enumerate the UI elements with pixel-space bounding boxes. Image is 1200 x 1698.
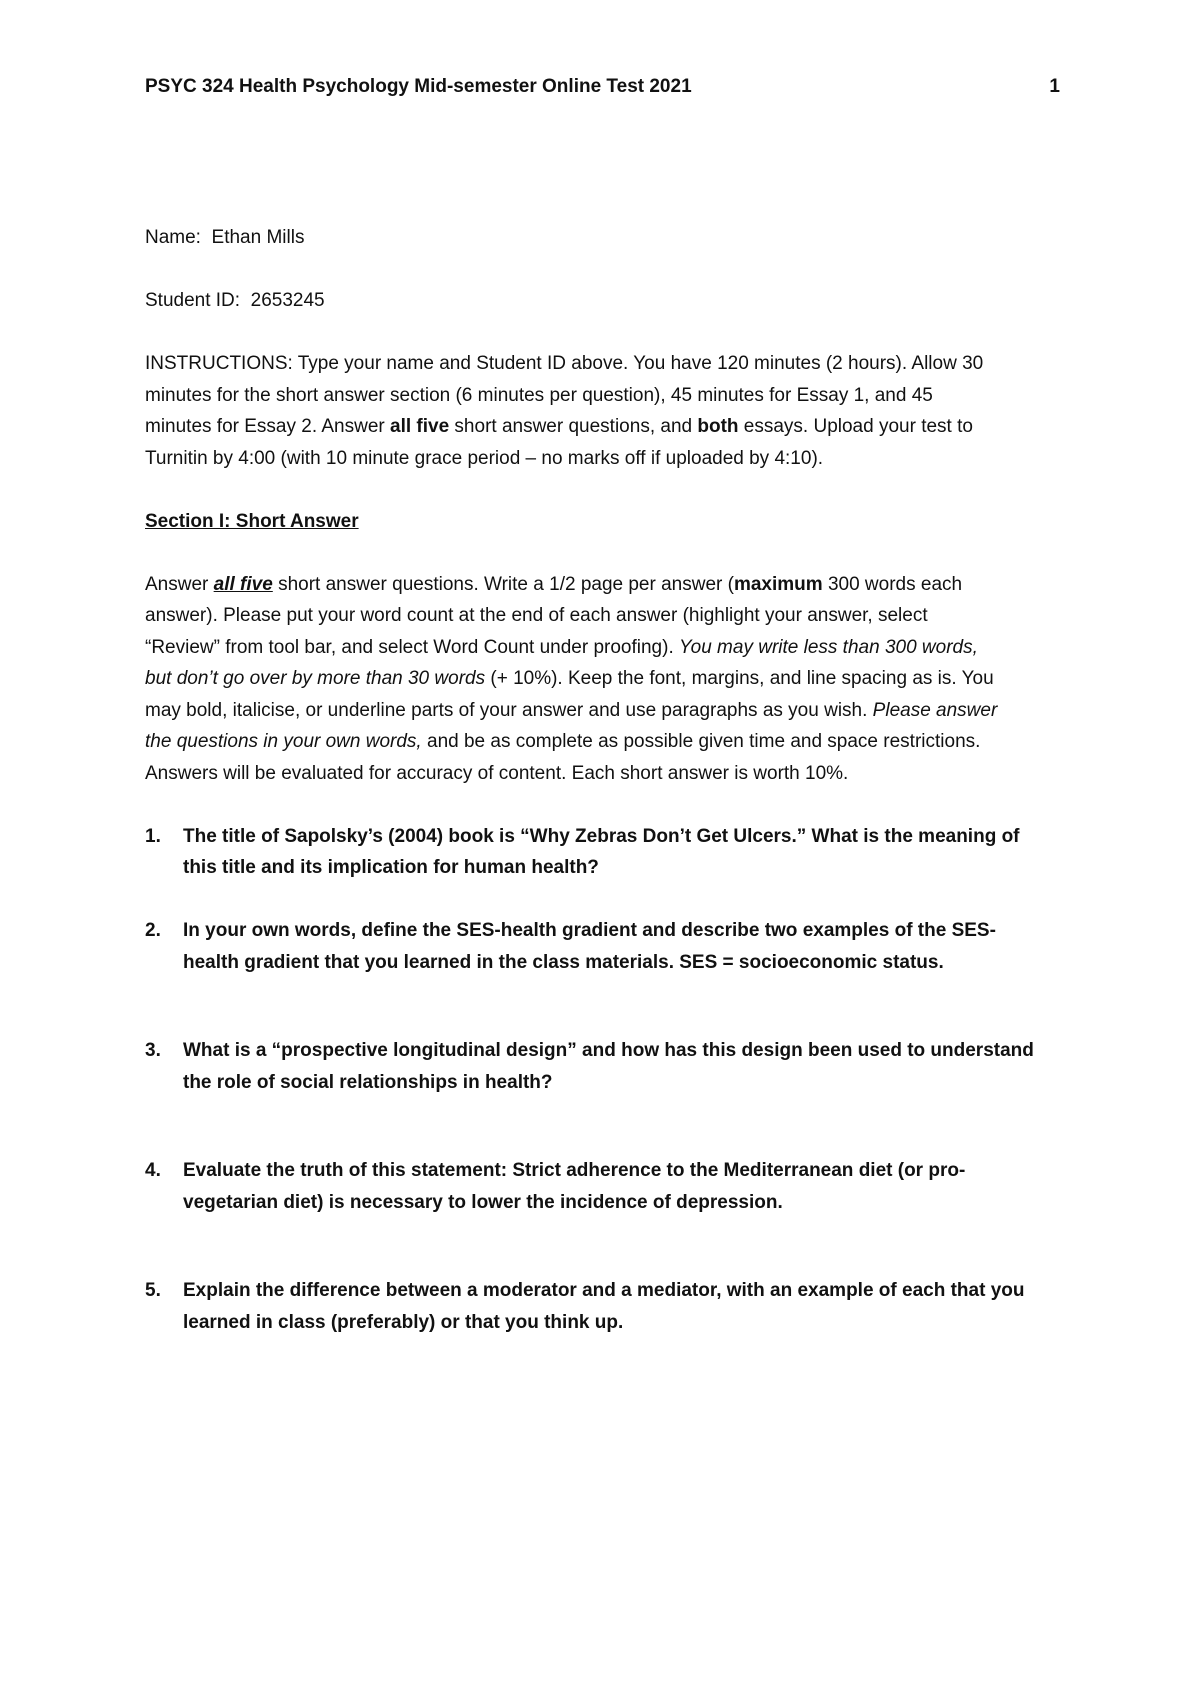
instructions-line-3c: short answer questions, and <box>449 416 698 437</box>
question-3 <box>145 1035 1060 1098</box>
instructions-paragraph <box>145 348 1060 474</box>
question-4 <box>145 1155 1060 1218</box>
instructions-all-five: all five <box>390 416 450 437</box>
para-line-3-italic: You may write less than 300 words, <box>679 636 978 658</box>
question-text-line-1: Explain the difference between a moderator and a mediator, with an example of each that you <box>183 1280 1025 1301</box>
instructions-line-1: INSTRUCTIONS: Type your name and Student ID above. You have 120 minutes (2 hours). Allow 30 <box>145 353 984 374</box>
question-text-line-2: learned in class (preferably) or that you think up. <box>183 1311 624 1333</box>
question-text-line-1: In your own words, define the SES-health gradient and describe two examples of the SES- <box>183 920 996 941</box>
question-text-line-1: The title of Sapolsky’s (2004) book is “Why Zebras Don’t Get Ulcers.” What is the meaning of <box>183 825 1020 847</box>
instructions-both: both <box>697 416 739 437</box>
question-number: 3. <box>145 1040 161 1061</box>
instructions-line-4: Turnitin by 4:00 (with 10 minute grace period – no marks off if uploaded by 4:10). <box>145 447 824 469</box>
question-text-line-1: What is a “prospective longitudinal design” and how has this design been used to understand <box>183 1040 1034 1061</box>
para-line-3: “Review” from tool bar, and select Word Count under proofing). <box>145 636 680 658</box>
para-line-5: may bold, italicise, or underline parts of your answer and use paragraphs as you wish. <box>145 699 873 721</box>
question-number: 1. <box>145 825 161 847</box>
question-text-line-2: the role of social relationships in health? <box>183 1071 553 1093</box>
student-id-line <box>145 285 1060 317</box>
para-all-five: all five <box>213 573 273 595</box>
para-line-5-italic: Please answer <box>872 699 998 721</box>
page-number: 1 <box>1049 76 1060 97</box>
instructions-line-3e: essays. Upload your test to <box>738 416 973 437</box>
question-number: 2. <box>145 920 161 941</box>
name-value: Ethan Mills <box>211 227 305 248</box>
student-id-label: Student ID: <box>145 290 241 311</box>
question-number: 5. <box>145 1280 161 1301</box>
student-id-value: 2653245 <box>250 290 325 311</box>
question-text-line-1: Evaluate the truth of this statement: Strict adherence to the Mediterranean diet (or pro- <box>183 1160 966 1181</box>
para-line-4-italic: but don’t go over by more than 30 words <box>145 668 486 689</box>
para-line-4: (+ 10%). Keep the font, margins, and line spacing as is. You <box>485 668 994 689</box>
para-line-1e: 300 words each <box>822 573 963 595</box>
question-2 <box>145 915 1060 978</box>
question-number: 4. <box>145 1160 161 1181</box>
para-line-1c: short answer questions. Write a 1/2 page per answer ( <box>272 573 734 595</box>
para-line-2: answer). Please put your word count at the end of each answer (highlight your answer, select <box>145 605 928 626</box>
question-list <box>145 821 1060 1339</box>
page-header <box>145 76 1060 106</box>
para-maximum: maximum <box>733 573 823 595</box>
name-line <box>145 222 1060 254</box>
question-1 <box>145 821 1060 884</box>
para-line-6-italic: the questions in your own words, <box>145 731 422 752</box>
question-text-line-2: vegetarian diet) is necessary to lower the incidence of depression. <box>183 1191 783 1213</box>
document-body <box>145 222 1060 1338</box>
para-line-1a: Answer <box>145 573 214 595</box>
name-label: Name: <box>145 227 201 248</box>
para-line-6: and be as complete as possible given time and space restrictions. <box>421 731 981 752</box>
question-text-line-2: health gradient that you learned in the class materials. SES = socioeconomic status. <box>183 951 944 973</box>
question-text-line-2: this title and its implication for human health? <box>183 857 599 878</box>
instructions-line-3a: minutes for Essay 2. Answer <box>145 416 390 437</box>
instructions-line-2: minutes for the short answer section (6 minutes per question), 45 minutes for Essay 1, and 45 <box>145 384 933 406</box>
section-instructions-paragraph <box>145 569 1060 790</box>
header-title: PSYC 324 Health Psychology Mid-semester Online Test 2021 <box>145 76 692 97</box>
section-title: Section I: Short Answer <box>145 510 359 532</box>
question-5 <box>145 1275 1060 1338</box>
para-line-7: Answers will be evaluated for accuracy of content. Each short answer is worth 10%. <box>145 762 849 784</box>
